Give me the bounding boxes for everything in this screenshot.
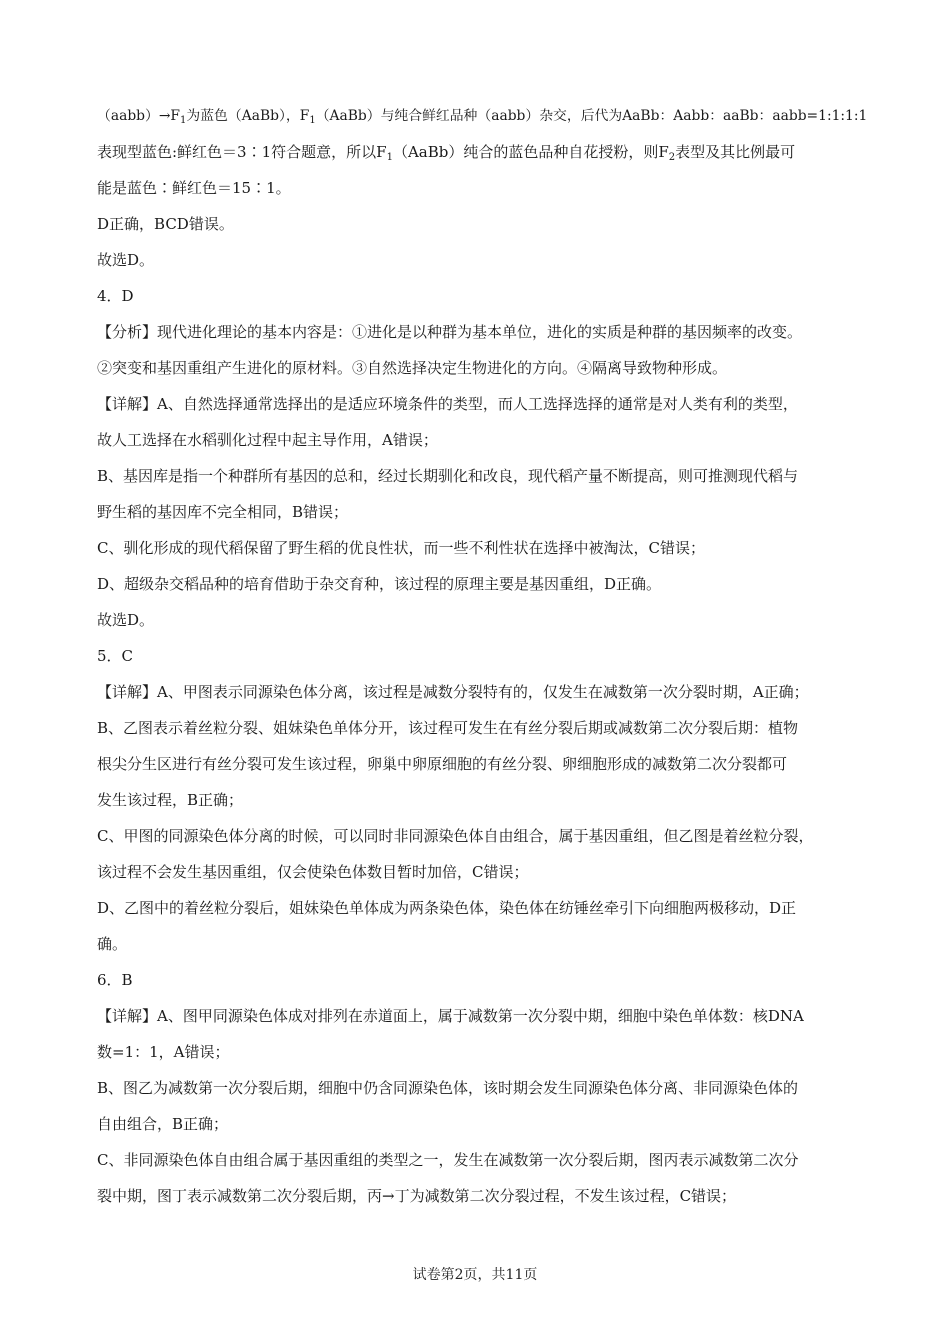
- text-line: [97, 782, 867, 818]
- page-footer: 试卷第2页，共11页: [412, 1267, 538, 1283]
- text-segment: 为蓝色（AaBb），F: [186, 108, 310, 124]
- text-segment: D正确，BCD错误。: [97, 215, 234, 233]
- text-line: [97, 494, 867, 530]
- text-segment: 【详解】A、图甲同源染色体成对排列在赤道面上，属于减数第一次分裂中期，细胞中染色单体数：核DNA: [97, 1007, 804, 1025]
- text-line: [97, 206, 867, 242]
- text-line: [97, 674, 867, 710]
- text-segment: （aabb）→F: [97, 108, 181, 124]
- text-segment: 根尖分生区进行有丝分裂可发生该过程，卵巢中卵原细胞的有丝分裂、卵细胞形成的减数第二次分裂都可: [97, 755, 788, 773]
- text-segment: （AaBb）纯合的蓝色品种自花授粉，则F: [392, 143, 669, 161]
- text-segment: 数=1：1，A错误；: [97, 1043, 230, 1061]
- text-segment: B、基因库是指一个种群所有基因的总和，经过长期驯化和改良，现代稻产量不断提高，则可推测现代稻与: [97, 467, 799, 485]
- text-segment: 野生稻的基因库不完全相同，B错误；: [97, 503, 349, 521]
- text-line: [97, 422, 867, 458]
- text-line: [97, 1070, 867, 1106]
- text-segment: ②突变和基因重组产生进化的原材料。③自然选择决定生物进化的方向。④隔离导致物种形成。: [97, 359, 728, 377]
- text-segment: 故选D。: [97, 611, 155, 629]
- text-segment: 裂中期，图丁表示减数第二次分裂后期，丙→丁为减数第二次分裂过程，不发生该过程，C错误；: [97, 1187, 737, 1205]
- text-line: [97, 314, 867, 350]
- subscript: 2: [668, 152, 676, 163]
- text-line: [97, 1178, 867, 1214]
- text-line: [97, 962, 867, 998]
- text-segment: D、乙图中的着丝粒分裂后，姐妹染色单体成为两条染色体，染色体在纺锤丝牵引下向细胞两极移动，D正: [97, 899, 797, 917]
- text-segment: 【分析】现代进化理论的基本内容是：①进化是以种群为基本单位，进化的实质是种群的基因频率的改变。: [97, 323, 803, 341]
- text-line: [97, 242, 867, 278]
- text-line: [97, 926, 867, 962]
- text-segment: D、超级杂交稻品种的培育借助于杂交育种，该过程的原理主要是基因重组，D正确。: [97, 575, 662, 593]
- text-line: [97, 1034, 867, 1070]
- text-segment: B、乙图表示着丝粒分裂、姐妹染色单体分开，该过程可发生在有丝分裂后期或减数第二次分裂后期：植物: [97, 719, 799, 737]
- text-line: [97, 278, 867, 314]
- text-segment: 自由组合，B正确；: [97, 1115, 229, 1133]
- text-segment: 【详解】A、甲图表示同源染色体分离，该过程是减数分裂特有的，仅发生在减数第一次分裂时期，A正确；: [97, 683, 809, 701]
- subscript: 1: [386, 152, 393, 163]
- text-segment: 4．D: [97, 287, 134, 305]
- text-line: [97, 98, 867, 134]
- text-line: [97, 998, 867, 1034]
- text-segment: 能是蓝色∶鲜红色＝15∶1。: [97, 179, 291, 197]
- text-line: [97, 458, 867, 494]
- text-segment: 故人工选择在水稻驯化过程中起主导作用，A错误；: [97, 431, 438, 449]
- text-segment: 表型及其比例最可: [675, 143, 796, 161]
- text-line: [97, 350, 867, 386]
- text-line: [97, 134, 867, 170]
- text-line: [97, 818, 867, 854]
- text-line: [97, 386, 867, 422]
- text-line: [97, 1106, 867, 1142]
- answer-text-body: [97, 98, 867, 1214]
- text-line: [97, 890, 867, 926]
- text-segment: C、甲图的同源染色体分离的时候，可以同时非同源染色体自由组合，属于基因重组，但乙图是着丝粒分裂，: [97, 827, 814, 845]
- text-segment: 确。: [97, 935, 128, 953]
- text-segment: 【详解】A、自然选择通常选择出的是适应环境条件的类型，而人工选择选择的通常是对人类有利的类型，: [97, 395, 798, 413]
- text-segment: C、驯化形成的现代稻保留了野生稻的优良性状，而一些不利性状在选择中被淘汰，C错误；: [97, 539, 705, 557]
- text-segment: （AaBb）与纯合鲜红品种（aabb）杂交，后代为AaBb：Aabb：aaBb：aabb=1:1:1:1: [315, 108, 867, 124]
- text-line: [97, 566, 867, 602]
- subscript: 1: [309, 115, 316, 126]
- text-segment: 表现型蓝色:鲜红色＝3∶1符合题意，所以F: [97, 143, 387, 161]
- text-segment: 5．C: [97, 647, 134, 665]
- subscript: 1: [180, 115, 187, 126]
- text-line: [97, 854, 867, 890]
- text-segment: 6．B: [97, 971, 133, 989]
- text-line: [97, 170, 867, 206]
- text-segment: C、非同源染色体自由组合属于基因重组的类型之一，发生在减数第一次分裂后期，图丙表示减数第二次分: [97, 1151, 799, 1169]
- text-line: [97, 746, 867, 782]
- text-line: [97, 602, 867, 638]
- text-segment: 该过程不会发生基因重组，仅会使染色体数目暂时加倍，C错误；: [97, 863, 529, 881]
- text-line: [97, 530, 867, 566]
- text-segment: B、图乙为减数第一次分裂后期，细胞中仍含同源染色体，该时期会发生同源染色体分离、非同源染色体的: [97, 1079, 799, 1097]
- text-line: [97, 1142, 867, 1178]
- text-line: [97, 710, 867, 746]
- text-segment: 故选D。: [97, 251, 155, 269]
- text-segment: 发生该过程，B正确；: [97, 791, 244, 809]
- text-line: [97, 638, 867, 674]
